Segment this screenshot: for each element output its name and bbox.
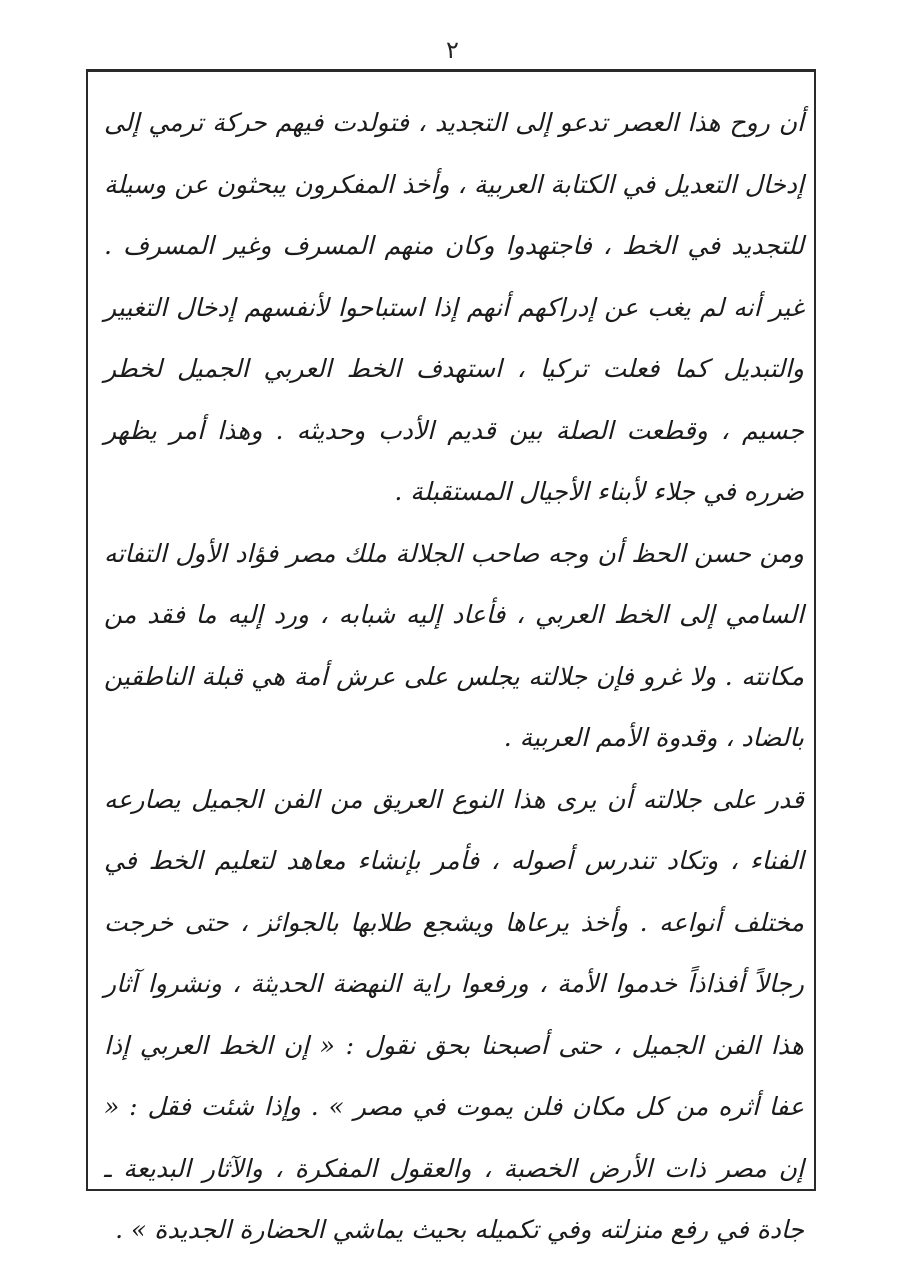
paragraph-2: ومن حسن الحظ أن وجه صاحب الجلالة ملك مصر فؤاد الأول التفاته السامي إلى الخط العربي ، فأعاد إليه شبابه ، ورد إليه ما فقد من مكانته . ولا غرو فإن جلالته يجلس على عرش أمة هي قبلة الناطقين بالضاد ، وقدوة الأمم العربية . <box>104 538 804 752</box>
body-text <box>104 92 804 1261</box>
paragraph-1: أن روح هذا العصر تدعو إلى التجديد ، فتولدت فيهم حركة ترمي إلى إدخال التعديل في الكتابة العربية ، وأخذ المفكرون يبحثون عن وسيلة للتجديد في الخط ، فاجتهدوا وكان منهم المسرف وغير المسرف . غير أنه لم يغب عن إدراكهم أنهم إذا استباحوا لأنفسهم إدخال التغيير والتبديل كما فعلت تركيا ، استهدف الخط العربي الجميل لخطر جسيم ، وقطعت الصلة بين قديم الأدب وحديثه . وهذا أمر يظهر ضرره في جلاء لأبناء الأجيال المستقبلة . <box>104 108 804 506</box>
paragraph-3: قدر على جلالته أن يرى هذا النوع العريق من الفن الجميل يصارعه الفناء ، وتكاد تندرس أصوله ، فأمر بإنشاء معاهد لتعليم الخط في مختلف أنواعه . وأخذ يرعاها ويشجع طلابها بالجوائز ، حتى خرجت رجالاً أفذاذاً خدموا الأمة ، ورفعوا راية النهضة الحديثة ، ونشروا آثار هذا الفن الجميل ، حتى أصبحنا بحق نقول : « إن الخط العربي إذا عفا أثره من كل مكان فلن يموت في مصر » . وإذا شئت فقل : « إن مصر ذات الأرض الخصبة ، والعقول المفكرة ، والآثار البديعة ـ جادة في رفع منزلته وفي تكميله بحيث يماشي الحضارة الجديدة » . <box>104 784 804 1244</box>
page-number: ٢ <box>446 36 459 64</box>
